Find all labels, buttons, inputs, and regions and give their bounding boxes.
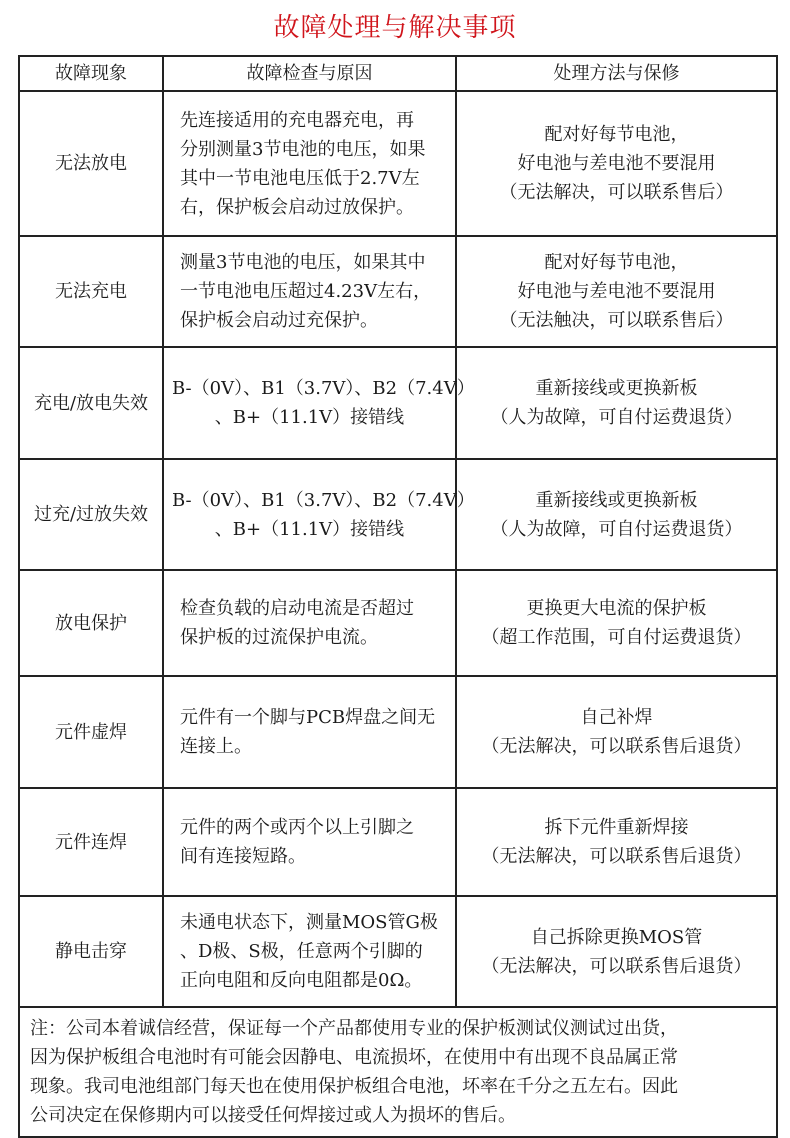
table-row [19,236,777,347]
cause-cell [163,570,456,676]
solution-line: （无法触决，可以联系售后） [499,310,734,331]
symptom-cell: 静电击穿 [19,896,163,1007]
note-line: 现象。我司电池组部门每天也在使用保护板组合电池，坏率在千分之五左右。因此 [30,1076,678,1097]
cause-line: B-（0V）、B1（3.7V）、B2（7.4V） [172,489,475,511]
cause-cell [163,896,456,1007]
table-row [19,676,777,788]
solution-line: 拆下元件重新焊接 [544,817,689,838]
header-symptom: 故障现象 [19,56,163,91]
cause-line: 未通电状态下，测量MOS管G极 [180,912,438,933]
solution-line: （无法解决，可以联系售后退货） [481,955,752,977]
symptom-cell: 无法放电 [19,91,163,236]
cause-cell [163,236,456,347]
solution-line: （人为故障，可自付运费退货） [490,518,743,540]
solution-line: （无法解决，可以联系售后） [499,182,734,203]
note-cell [19,1007,777,1137]
cause-line: 先连接适用的充电器充电，再 [180,109,414,131]
solution-cell [456,570,777,676]
cause-line: 元件的两个或丙个以上引脚之 [180,817,414,838]
solution-line: 自己补焊 [580,707,653,728]
table-row [19,788,777,896]
table-row [19,459,777,570]
solution-line: 更换更大电流的保护板 [526,598,707,619]
cause-line: 、B+（11.1V）接错线 [214,518,405,540]
cause-line: 、B+（11.1V）接错线 [214,407,405,428]
solution-line: （超工作范围，可自付运费退货） [481,627,752,648]
cause-line: 、D极、S极，任意两个引脚的 [180,941,423,962]
cause-line: 右，保护板会启动过放保护。 [180,196,414,218]
cause-line: 连接上。 [180,736,252,757]
solution-cell [456,788,777,896]
table-row [19,347,777,459]
solution-line: 好电池与差电池不要混用 [517,153,716,174]
table-row [19,91,777,236]
note-line: 公司决定在保修期内可以接受任何焊接过或人为损坏的售后。 [30,1105,516,1126]
note-line: 因为保护板组合电池时有可能会因静电、电流损坏，在使用中有出现不良品属正常 [30,1047,678,1068]
cause-line: 一节电池电压超过4.23V左右， [180,281,432,302]
page-title: 故障处理与解决事项 [273,13,517,43]
cause-cell [163,459,475,570]
cause-line: 正向电阻和反向电阻都是0Ω。 [180,970,423,991]
fault-table [18,55,778,1138]
symptom-cell: 无法充电 [19,236,163,347]
cause-line: 间有连接短路。 [180,846,306,867]
solution-cell [456,896,777,1007]
solution-line: 重新接线或更换新板 [535,489,698,511]
solution-cell [456,236,777,347]
header-cause: 故障检查与原因 [163,56,456,91]
note-line: 注：公司本着诚信经营，保证每一个产品都使用专业的保护板测试仪测试过出货， [30,1018,678,1039]
solution-line: 自己拆除更换MOS管 [530,926,703,948]
symptom-cell: 放电保护 [19,570,163,676]
cause-line: 分别测量3节电池的电压，如果 [180,138,426,160]
symptom-cell: 元件虚焊 [19,676,163,788]
cause-line: 测量3节电池的电压，如果其中 [180,252,426,273]
cause-line: B-（0V）、B1（3.7V）、B2（7.4V） [172,378,475,399]
solution-cell [456,347,777,459]
solution-cell [456,459,777,570]
cause-line: 元件有一个脚与PCB焊盘之间无 [180,707,436,728]
cause-cell [163,788,456,896]
cause-line: 保护板的过流保护电流。 [180,627,378,648]
solution-line: （无法解决，可以联系售后退货） [481,846,752,867]
cause-cell [163,676,456,788]
cause-cell [163,91,456,236]
solution-line: 配对好每节电池， [544,252,689,273]
solution-line: 重新接线或更换新板 [535,378,698,399]
table-header-row [19,56,777,91]
table-row [19,570,777,676]
note-row [19,1007,777,1137]
solution-line: （无法解决，可以联系售后退货） [481,736,752,757]
solution-cell [456,676,777,788]
solution-line: （人为故障，可自付运费退货） [490,407,743,428]
symptom-cell: 过充/过放失效 [19,459,163,570]
cause-line: 检查负载的启动电流是否超过 [180,598,414,619]
symptom-cell: 元件连焊 [19,788,163,896]
symptom-cell: 充电/放电失效 [19,347,163,459]
solution-line: 好电池与差电池不要混用 [517,281,716,302]
table-row [19,896,777,1007]
solution-cell [456,91,777,236]
header-solution: 处理方法与保修 [456,56,777,91]
cause-line: 其中一节电池电压低于2.7V左 [180,167,420,189]
solution-line: 配对好每节电池， [544,124,689,145]
cause-cell [163,347,475,459]
cause-line: 保护板会启动过充保护。 [180,310,378,331]
